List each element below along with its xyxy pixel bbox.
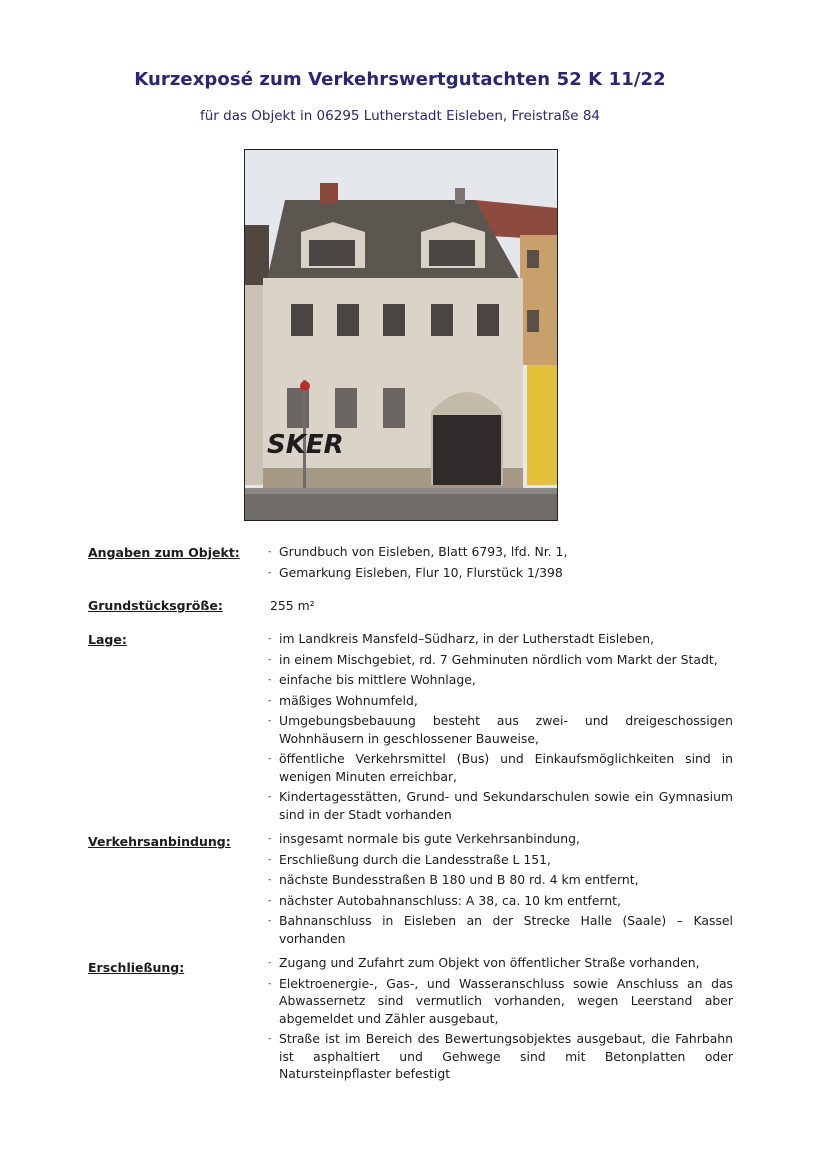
list-item: - öffentliche Verkehrsmittel (Bus) und Einkaufsmöglichkeiten sind in wenigen Minuten erreichbar, [268, 750, 733, 785]
building-illustration [245, 150, 557, 520]
value-groesse: 255 m² [270, 598, 315, 613]
list-item: - insgesamt normale bis gute Verkehrsanbindung, [268, 830, 733, 848]
list-verkehr [268, 830, 733, 950]
list-erschliessung [268, 954, 733, 1086]
document-subtitle: für das Objekt in 06295 Lutherstadt Eisleben, Freistraße 84 [199, 108, 600, 124]
document-title: Kurzexposé zum Verkehrswertgutachten 52 K 11/22 [134, 69, 666, 90]
list-item: - im Landkreis Mansfeld–Südharz, in der Lutherstadt Eisleben, [268, 630, 733, 648]
building-photo [244, 149, 558, 521]
label-groesse: Grundstücksgröße: [88, 598, 223, 613]
list-item: - Straße ist im Bereich des Bewertungsobjektes ausgebaut, die Fahrbahn ist asphaltiert und Gehwege sind mit Betonplatten oder Natursteinpflaster befestigt [268, 1030, 733, 1083]
list-item: - Umgebungsbebauung besteht aus zwei- und dreigeschossigen Wohnhäusern in geschlossener Bauweise, [268, 712, 733, 747]
list-item: - nächster Autobahnanschluss: A 38, ca. 10 km entfernt, [268, 892, 733, 910]
label-objekt: Angaben zum Objekt: [88, 545, 240, 560]
list-item: - einfache bis mittlere Wohnlage, [268, 671, 733, 689]
label-erschliessung: Erschließung: [88, 960, 185, 975]
list-lage [268, 630, 733, 826]
list-objekt [268, 543, 733, 584]
label-lage: Lage: [88, 632, 127, 647]
list-item: - Grundbuch von Eisleben, Blatt 6793, lfd. Nr. 1, [268, 543, 733, 561]
list-item: - in einem Mischgebiet, rd. 7 Gehminuten nördlich vom Markt der Stadt, [268, 651, 733, 669]
graffiti-text: SKER [267, 430, 344, 460]
list-item: - mäßiges Wohnumfeld, [268, 692, 733, 710]
list-item: - Kindertagesstätten, Grund- und Sekundarschulen sowie ein Gymnasium sind in der Stadt vorhanden [268, 788, 733, 823]
list-item: - Erschließung durch die Landesstraße L 151, [268, 851, 733, 869]
list-item: - nächste Bundesstraßen B 180 und B 80 rd. 4 km entfernt, [268, 871, 733, 889]
list-item: - Bahnanschluss in Eisleben an der Strecke Halle (Saale) – Kassel vorhanden [268, 912, 733, 947]
label-verkehr: Verkehrsanbindung: [88, 834, 231, 849]
list-item: - Gemarkung Eisleben, Flur 10, Flurstück 1/398 [268, 564, 733, 582]
list-item: - Zugang und Zufahrt zum Objekt von öffentlicher Straße vorhanden, [268, 954, 733, 972]
list-item: - Elektroenergie-, Gas-, und Wasseranschluss sowie Anschluss an das Abwassernetz sind vermutlich vorhanden, wegen Leerstand aber abgemeldet und Zähler ausgebaut, [268, 975, 733, 1028]
